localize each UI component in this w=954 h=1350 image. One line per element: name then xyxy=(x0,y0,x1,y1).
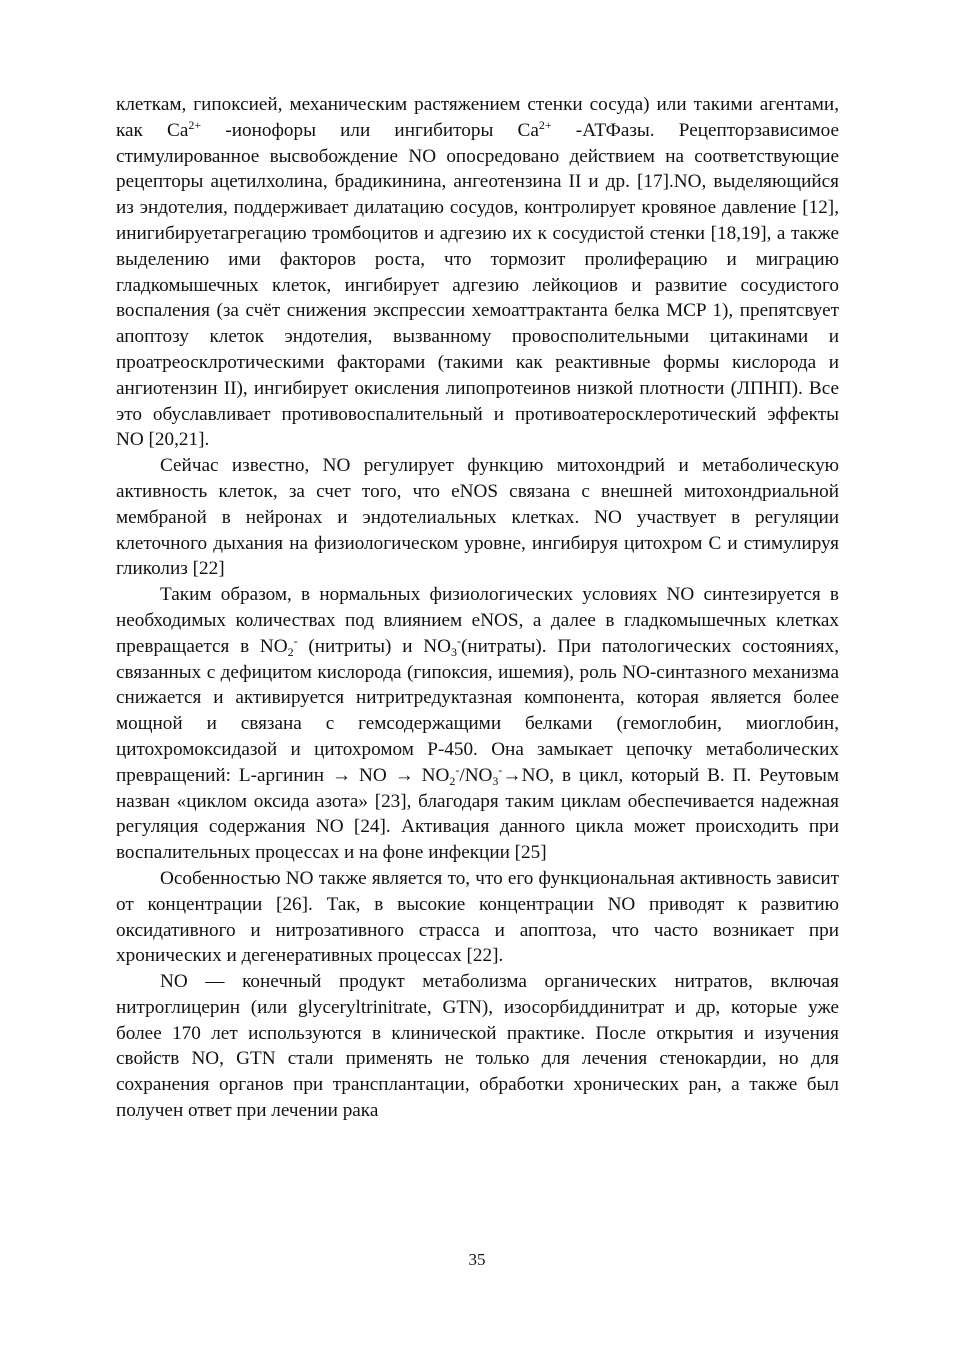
text-run: (нитриты) и NO xyxy=(297,635,451,657)
text-run: /NO xyxy=(459,764,493,786)
superscript: 2+ xyxy=(538,117,552,132)
text-run: →NO, в цикл, который В. П. Реутовым назван «циклом оксида азота» [23], благодаря таким циклам обеспечивается надежная регуляция содержания NO [24]. Активация данного цикла может происходить при воспалительных процессах и на фоне инфекции [25] xyxy=(116,764,839,864)
superscript: - xyxy=(456,633,461,648)
paragraph-2 xyxy=(116,453,839,582)
text-run: NO — конечный продукт метаболизма органических нитратов, включая нитроглицерин (или glyceryltrinitrate, GTN), изосорбиддинитрат и др, которые уже более 170 лет используются в клинической практике. После открытия и изучения свойств NO, GTN стали применять не только для лечения стенокардии, но для сохранения органов при трансплантации, обработки хронических ран, а также был получен ответ при лечении рака xyxy=(116,971,839,1122)
subscript: 3 xyxy=(492,773,499,788)
paragraph-3 xyxy=(116,582,839,866)
paragraph-5 xyxy=(116,969,839,1124)
superscript: 2+ xyxy=(188,117,202,132)
subscript: 2 xyxy=(287,644,294,659)
paragraph-4 xyxy=(116,866,839,969)
text-run: -АТФазы. Рецепторзависимое стимулированное высвобождение NO опосредовано действием на соответствующие рецепторы ацетилхолина, брадикинина, ангеотензина II и др. [17].NO, выделяющийся из эндотелия, поддерживает дилатацию сосудов, контролирует кровяное давление [12], инигибируетагрегацию тромбоцитов и адгезию их к сосудистой стенки [18,19], а также выделению ими факторов роста, что тормозит пролиферацию и миграцию гладкомышечных клеток, ингибирует адгезию лейкоциов и развитие сосудистого воспаления (за счёт снижения экспрессии хемоаттрактанта белка MCP 1), препятсвует апоптозу клеток эндотелия, вызванному провосполительными цитакинами и проатреосклротическими факторами (такими как реактивные формы кислорода и ангиотензин II), ингибирует окисления липопротеинов низкой плотности (ЛПНП). Все это обуславливает противовоспалительный и противоатеросклеротический эффекты NO [20,21]. xyxy=(116,119,840,451)
text-run: Сейчас известно, NO регулирует функцию митохондрий и метаболическую активность клеток, за счет того, что eNOS связана с внешней митохондриальной мембраной в нейронах и эндотелиальных клетках. NO участвует в регуляции клеточного дыхания на физиологическом уровне, ингибируя цитохром С и стимулируя гликолиз [22] xyxy=(116,455,839,580)
text-run: Таким образом, в нормальных физиологических условиях NO синтезируется в необходимых количествах под влиянием eNOS, а далее в гладкомышечных клетках превращается в NO xyxy=(116,584,839,657)
page-body xyxy=(116,92,839,1124)
text-run: -ионофоры или ингибиторы Ca xyxy=(201,119,539,141)
page-number: 35 xyxy=(468,1250,486,1269)
superscript: - xyxy=(455,762,460,777)
superscript: - xyxy=(293,633,298,648)
text-run: клеткам, гипоксией, механическим растяжением стенки сосуда) или такими агентами, как Ca xyxy=(116,94,839,141)
text-run: Особенностью NO также является то, что его функциональная активность зависит от концентрации [26]. Так, в высокие концентрации NO приводят к развитию оксидативного и нитрозативного страсса и апоптоза, что часто возникает при хронических и дегенеративных процессах [22]. xyxy=(116,867,839,967)
paragraph-1 xyxy=(116,92,839,453)
text-run: (нитраты). При патологических состояниях, связанных с дефицитом кислорода (гипоксия, ишемия), роль NO-синтазного механизма снижается и активируется нитритредуктазная компонента, которая является более мощной и связана с гемсодержащими белками (гемоглобин, миоглобин, цитохромоксидазой и цитохромом Р-450. Она замыкает цепочку метаболических превращений: L-аргинин → NO → NO xyxy=(116,635,840,786)
subscript: 2 xyxy=(449,773,456,788)
superscript: - xyxy=(498,762,503,777)
subscript: 3 xyxy=(450,644,457,659)
